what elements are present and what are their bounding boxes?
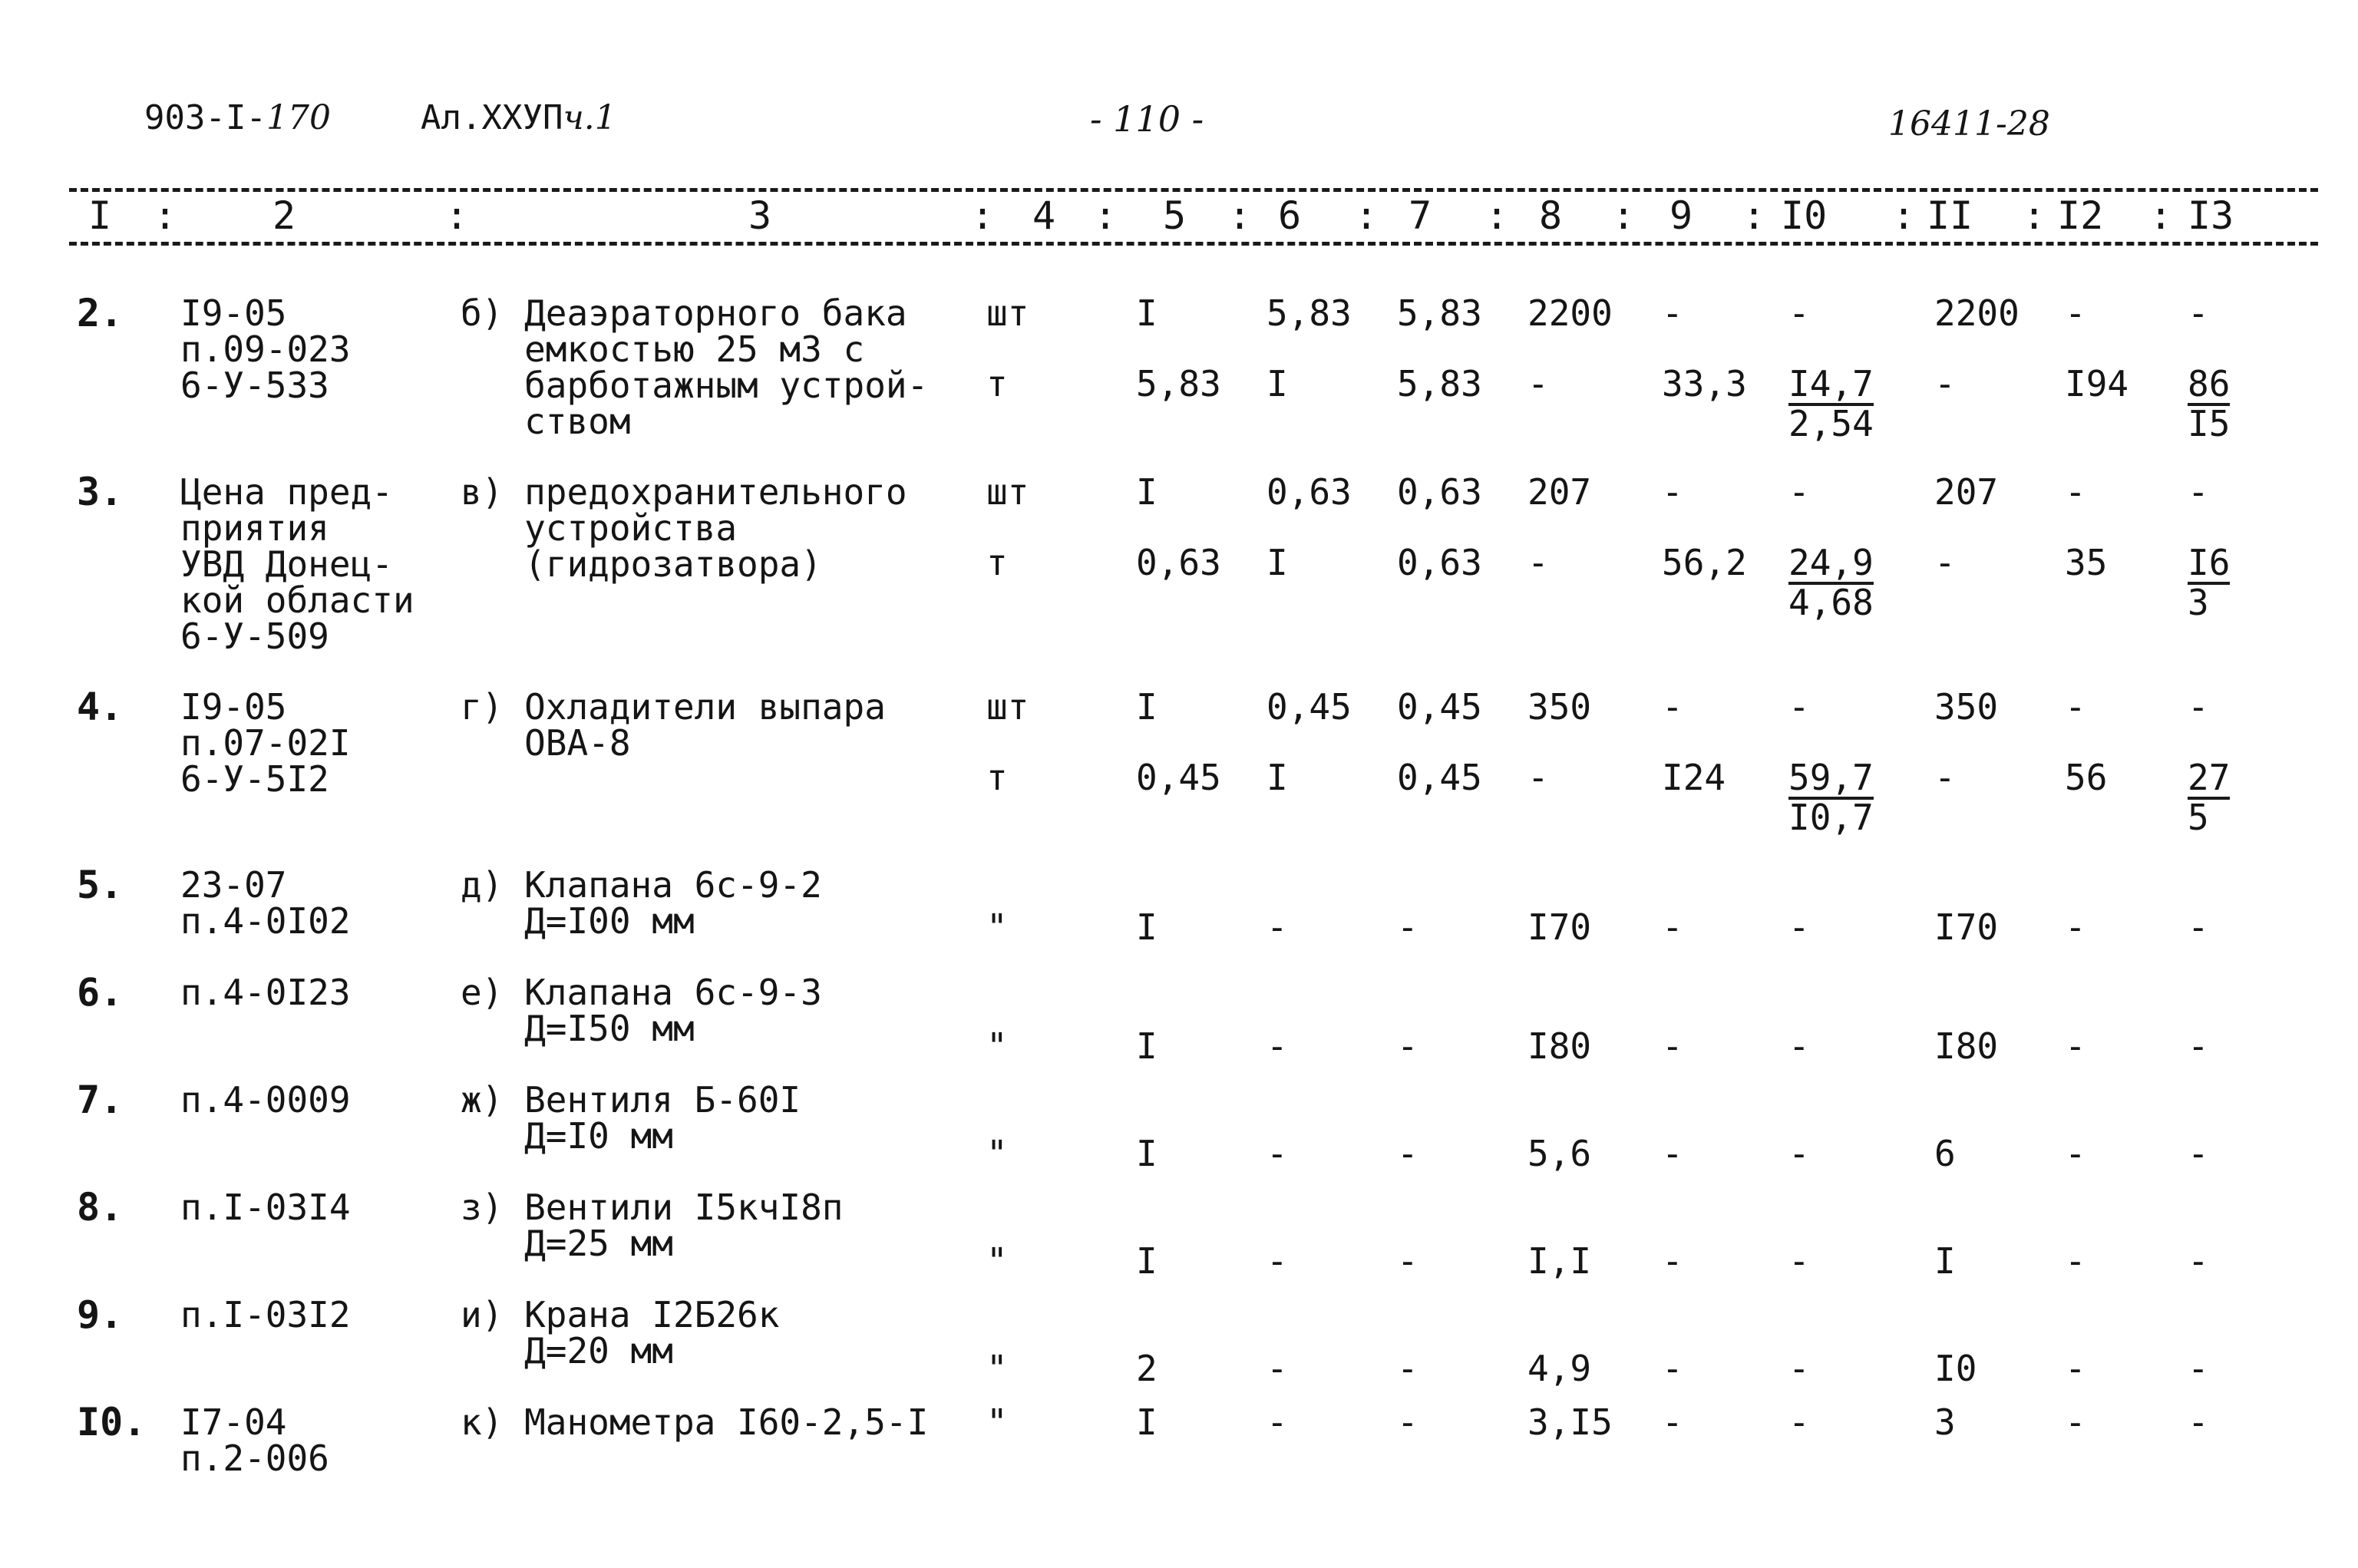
value-c5: 5,83: [1136, 363, 1221, 404]
fraction-denominator: 3: [2188, 582, 2209, 623]
column-separator: :: [1612, 193, 1636, 238]
column-header-row: [69, 193, 2326, 247]
fraction-value: [2188, 542, 2231, 623]
fraction-denominator: 4,68: [1788, 582, 1874, 623]
row-reference: п.09-023: [180, 328, 351, 370]
value-c13: -: [2188, 1133, 2209, 1174]
row-reference: I9-05: [180, 686, 287, 728]
value-c8: 2200: [1527, 292, 1613, 334]
row-reference: 6-У-509: [180, 616, 329, 657]
value-c8: -: [1527, 757, 1549, 798]
value-c9: -: [1662, 471, 1683, 513]
value-c10: -: [1788, 292, 1810, 334]
fraction-denominator: I0,7: [1788, 797, 1874, 838]
value-c5: I: [1136, 1240, 1158, 1282]
value-c11: I80: [1934, 1025, 1999, 1067]
row-reference: Цена пред-: [180, 471, 393, 513]
value-c11: I70: [1934, 906, 1999, 948]
value-c8: I80: [1527, 1025, 1592, 1067]
row-name: Д=I0 мм: [461, 1115, 673, 1157]
value-c12: -: [2065, 1401, 2086, 1443]
column-number: 7: [1408, 193, 1432, 238]
row-name: к) Манометра I60-2,5-I: [461, 1401, 929, 1443]
column-separator: :: [445, 193, 469, 238]
value-c6: -: [1267, 906, 1288, 948]
row-name: емкостью 25 м3 с: [461, 328, 865, 370]
value-unit: ": [986, 1401, 1008, 1443]
row-name: ством: [461, 401, 631, 442]
value-c5: I: [1136, 471, 1158, 513]
value-c9: -: [1662, 1348, 1683, 1389]
column-separator: :: [1742, 193, 1766, 238]
value-c10: -: [1788, 906, 1810, 948]
value-c11: 3: [1934, 1401, 1956, 1443]
row-name: з) Вентили I5кчI8п: [461, 1187, 844, 1228]
value-c8: 5,6: [1527, 1133, 1592, 1174]
row-number: I0.: [77, 1400, 147, 1444]
column-separator: :: [1485, 193, 1509, 238]
value-c12: -: [2065, 1240, 2086, 1282]
value-c6: -: [1267, 1401, 1288, 1443]
value-c11: -: [1934, 542, 1956, 583]
fraction-value: [1788, 757, 1874, 838]
fraction-denominator: I5: [2188, 403, 2231, 444]
value-c8: 3,I5: [1527, 1401, 1613, 1443]
column-separator: :: [1228, 193, 1252, 238]
row-reference: приятия: [180, 507, 329, 549]
value-unit: ": [986, 906, 1008, 948]
column-separator: :: [2023, 193, 2046, 238]
value-c7: 0,45: [1397, 686, 1482, 728]
value-c5: 0,45: [1136, 757, 1221, 798]
value-c7: -: [1397, 906, 1418, 948]
value-c10: -: [1788, 471, 1810, 513]
column-number: 3: [748, 193, 772, 238]
row-number: 8.: [77, 1185, 124, 1230]
sheet-number: 16411-28: [1888, 104, 2050, 144]
column-number: 2: [272, 193, 296, 238]
fraction-numerator: I4,7: [1788, 363, 1874, 404]
value-c13: -: [2188, 292, 2209, 334]
column-number: 6: [1277, 193, 1302, 238]
album-number: [421, 98, 616, 137]
value-c11: -: [1934, 363, 1956, 404]
row-name: (гидрозатвора): [461, 543, 822, 585]
document-code-text: 903-I-: [144, 98, 266, 137]
page-number: - 110 -: [1090, 98, 1204, 140]
value-c11: 350: [1934, 686, 1999, 728]
value-c8: -: [1527, 363, 1549, 404]
column-number: II: [1927, 193, 1973, 238]
row-reference: УВД Донец-: [180, 543, 393, 585]
column-separator: :: [1355, 193, 1379, 238]
value-c9: -: [1662, 1240, 1683, 1282]
value-c9: I24: [1662, 757, 1726, 798]
row-reference: п.I-03I4: [180, 1187, 351, 1228]
value-c11: -: [1934, 757, 1956, 798]
value-unit: ": [986, 1240, 1008, 1282]
row-reference: п.4-0I23: [180, 972, 351, 1013]
fraction-numerator: 59,7: [1788, 757, 1874, 798]
row-name: б) Деаэраторного бака: [461, 292, 907, 334]
row-name: ОВА-8: [461, 722, 631, 764]
value-c12: -: [2065, 471, 2086, 513]
value-c11: I0: [1934, 1348, 1977, 1389]
value-c5: I: [1136, 686, 1158, 728]
value-c12: -: [2065, 1348, 2086, 1389]
row-number: 2.: [77, 291, 124, 335]
value-c5: I: [1136, 1025, 1158, 1067]
value-c8: I70: [1527, 906, 1592, 948]
value-unit: ": [986, 1348, 1008, 1389]
album-number-text: Ал.ХХУП: [421, 98, 563, 137]
value-c13: -: [2188, 1240, 2209, 1282]
value-c9: 33,3: [1662, 363, 1747, 404]
value-c12: -: [2065, 292, 2086, 334]
album-number-handwritten: ч.1: [563, 98, 616, 137]
value-c5: I: [1136, 292, 1158, 334]
value-c8: 4,9: [1527, 1348, 1592, 1389]
value-c11: I: [1934, 1240, 1956, 1282]
value-c10: -: [1788, 1401, 1810, 1443]
column-number: 8: [1538, 193, 1563, 238]
value-c6: I: [1267, 757, 1288, 798]
value-c8: -: [1527, 542, 1549, 583]
value-c6: -: [1267, 1025, 1288, 1067]
value-c12: -: [2065, 1133, 2086, 1174]
value-c6: 0,45: [1267, 686, 1352, 728]
value-c10: -: [1788, 1025, 1810, 1067]
fraction-denominator: 2,54: [1788, 403, 1874, 444]
value-c12: -: [2065, 906, 2086, 948]
value-unit: шт: [986, 292, 1029, 334]
row-name: устройства: [461, 507, 738, 549]
value-c8: I,I: [1527, 1240, 1592, 1282]
value-c6: -: [1267, 1348, 1288, 1389]
value-c13: -: [2188, 471, 2209, 513]
value-c13: -: [2188, 686, 2209, 728]
row-name: г) Охладители выпара: [461, 686, 886, 728]
row-name: Д=I50 мм: [461, 1008, 695, 1049]
value-c9: -: [1662, 292, 1683, 334]
value-c12: I94: [2065, 363, 2129, 404]
row-reference: п.4-0009: [180, 1079, 351, 1121]
fraction-numerator: I6: [2188, 542, 2231, 583]
value-c10: -: [1788, 686, 1810, 728]
column-separator: :: [154, 193, 177, 238]
fraction-numerator: 24,9: [1788, 542, 1874, 583]
value-c6: I: [1267, 363, 1288, 404]
row-name: Д=I00 мм: [461, 900, 695, 942]
value-c10: -: [1788, 1133, 1810, 1174]
column-number: 4: [1032, 193, 1056, 238]
value-c6: 5,83: [1267, 292, 1352, 334]
value-c9: -: [1662, 1401, 1683, 1443]
value-c9: -: [1662, 1025, 1683, 1067]
row-name: е) Клапана 6с-9-3: [461, 972, 822, 1013]
header-rule-bottom: [69, 242, 2318, 246]
value-c12: 56: [2065, 757, 2108, 798]
value-c5: 0,63: [1136, 542, 1221, 583]
row-reference: 23-07: [180, 864, 287, 906]
header-rule-top: [69, 188, 2318, 192]
column-separator: :: [1892, 193, 1916, 238]
row-number: 4.: [77, 685, 124, 729]
value-unit: ": [986, 1025, 1008, 1067]
value-c13: -: [2188, 1401, 2209, 1443]
row-reference: п.I-03I2: [180, 1294, 351, 1335]
value-c6: I: [1267, 542, 1288, 583]
value-c12: -: [2065, 686, 2086, 728]
value-unit: т: [986, 542, 1008, 583]
value-c7: -: [1397, 1025, 1418, 1067]
row-reference: I9-05: [180, 292, 287, 334]
value-c9: -: [1662, 1133, 1683, 1174]
value-c7: -: [1397, 1348, 1418, 1389]
value-c7: -: [1397, 1401, 1418, 1443]
row-number: 6.: [77, 970, 124, 1015]
fraction-numerator: 27: [2188, 757, 2231, 798]
row-reference: п.2-006: [180, 1438, 329, 1479]
fraction-denominator: 5: [2188, 797, 2209, 838]
column-number: I0: [1781, 193, 1828, 238]
value-unit: шт: [986, 471, 1029, 513]
value-c13: -: [2188, 1348, 2209, 1389]
value-unit: ": [986, 1133, 1008, 1174]
value-c9: 56,2: [1662, 542, 1747, 583]
row-name: ж) Вентиля Б-60I: [461, 1079, 801, 1121]
value-c8: 207: [1527, 471, 1592, 513]
column-number: I: [88, 193, 112, 238]
value-c13: -: [2188, 1025, 2209, 1067]
row-number: 5.: [77, 863, 124, 907]
value-unit: т: [986, 757, 1008, 798]
value-c5: I: [1136, 906, 1158, 948]
value-c7: 0,63: [1397, 471, 1482, 513]
row-name: д) Клапана 6с-9-2: [461, 864, 822, 906]
fraction-value: [2188, 757, 2231, 838]
value-c5: 2: [1136, 1348, 1158, 1389]
value-c11: 207: [1934, 471, 1999, 513]
row-reference: I7-04: [180, 1401, 287, 1443]
value-c6: -: [1267, 1240, 1288, 1282]
row-reference: кой области: [180, 579, 414, 621]
value-c7: 5,83: [1397, 363, 1482, 404]
value-c11: 2200: [1934, 292, 2019, 334]
value-c7: 0,45: [1397, 757, 1482, 798]
value-unit: шт: [986, 686, 1029, 728]
value-c9: -: [1662, 906, 1683, 948]
value-c12: -: [2065, 1025, 2086, 1067]
value-c6: -: [1267, 1133, 1288, 1174]
value-c7: -: [1397, 1240, 1418, 1282]
value-c11: 6: [1934, 1133, 1956, 1174]
row-number: 9.: [77, 1292, 124, 1337]
value-c5: I: [1136, 1401, 1158, 1443]
column-number: I3: [2188, 193, 2234, 238]
row-name: и) Крана I2Б26к: [461, 1294, 780, 1335]
column-number: 9: [1669, 193, 1693, 238]
column-separator: :: [2149, 193, 2173, 238]
value-c12: 35: [2065, 542, 2108, 583]
row-number: 7.: [77, 1078, 124, 1122]
column-number: I2: [2057, 193, 2104, 238]
row-name: в) предохранительного: [461, 471, 907, 513]
fraction-value: [1788, 363, 1874, 444]
document-code-handwritten: 170: [266, 98, 331, 137]
value-c7: -: [1397, 1133, 1418, 1174]
row-reference: п.07-02I: [180, 722, 351, 764]
value-c10: -: [1788, 1348, 1810, 1389]
fraction-value: [2188, 363, 2231, 444]
row-reference: 6-У-533: [180, 365, 329, 406]
column-number: 5: [1162, 193, 1187, 238]
value-unit: т: [986, 363, 1008, 404]
value-c8: 350: [1527, 686, 1592, 728]
column-separator: :: [1094, 193, 1118, 238]
row-name: Д=20 мм: [461, 1330, 673, 1372]
row-reference: п.4-0I02: [180, 900, 351, 942]
fraction-value: [1788, 542, 1874, 623]
row-reference: 6-У-5I2: [180, 758, 329, 800]
value-c5: I: [1136, 1133, 1158, 1174]
document-code: [144, 98, 331, 137]
row-number: 3.: [77, 470, 124, 514]
value-c13: -: [2188, 906, 2209, 948]
value-c7: 5,83: [1397, 292, 1482, 334]
value-c10: -: [1788, 1240, 1810, 1282]
value-c7: 0,63: [1397, 542, 1482, 583]
row-name: барботажным устрой-: [461, 365, 929, 406]
value-c6: 0,63: [1267, 471, 1352, 513]
column-separator: :: [971, 193, 995, 238]
row-name: Д=25 мм: [461, 1223, 673, 1264]
value-c9: -: [1662, 686, 1683, 728]
fraction-numerator: 86: [2188, 363, 2231, 404]
